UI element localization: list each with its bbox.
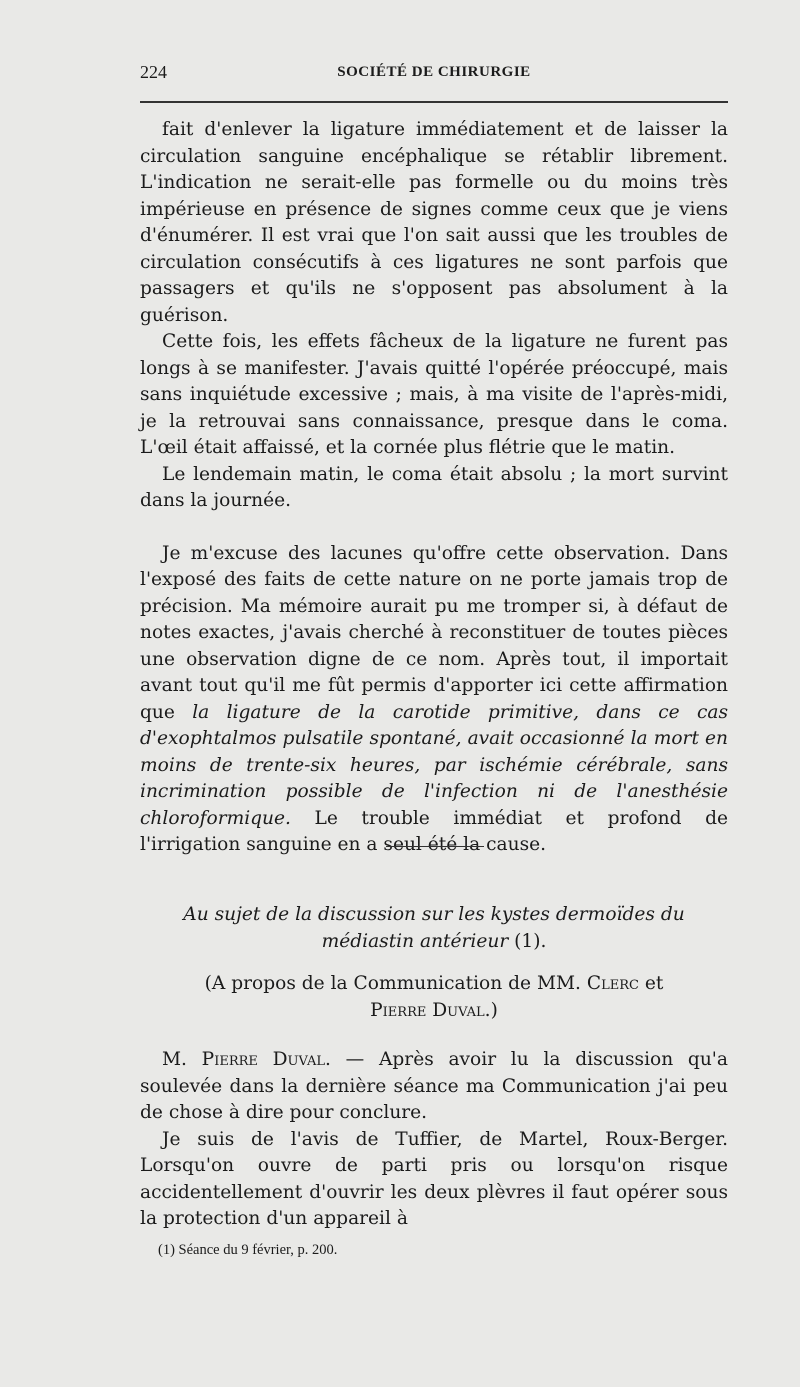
conclusion-text: Je m'excuse des lacunes qu'offre cette observation. Dans l'exposé des faits de cette nature on ne porte jamais trop de précision. Ma mémoire aurait pu me tromper si, à défaut de notes exactes, j'avais cherché à reconstituer de toutes pièces une observation digne de ce nom. Après tout, il importait avant tout qu'il me fût permis d'apporter ici cette affirmation que bbox=[140, 542, 728, 723]
subtitle-line: (A propos de la Communication de MM. Clerc et bbox=[204, 973, 664, 994]
author-name: Clerc bbox=[586, 973, 639, 994]
paragraph: Le lendemain matin, le coma était absolu ; la mort survint dans la journée. bbox=[140, 463, 728, 511]
reply-paragraph: Je suis de l'avis de Tuffier, de Martel, Roux-Berger. Lorsqu'on ouvre de parti pris ou lorsqu'on risque accidentellement d'ouvrir les deux plèvres il faut opérer sous la protection d'un appareil à bbox=[140, 1128, 728, 1229]
section-title bbox=[140, 901, 728, 955]
conclusion-text-end: Le trouble immédiat et profond de l'irrigation sanguine en a seul été la cause. bbox=[140, 807, 728, 855]
section-divider bbox=[386, 846, 484, 847]
speaker-name: M. Pierre Duval. bbox=[162, 1049, 331, 1070]
body-text bbox=[140, 117, 728, 859]
section-title-line: médiastin antérieur (1). bbox=[321, 931, 547, 952]
conclusion-italic: la ligature de la carotide primitive, dans ce cas d'exophtalmos pulsatile spontané, avait occasionné la mort en moins de trente-six heures, par ischémie cérébrale, sans incrimination possible de l'infection ni de l'anesthésie chloroformique. bbox=[140, 701, 729, 829]
section-subtitle bbox=[140, 970, 728, 1024]
footnote: (1) Séance du 9 février, p. 200. bbox=[158, 1242, 338, 1258]
running-head: SOCIÉTÉ DE CHIRURGIE bbox=[337, 64, 531, 80]
footnote-reference: (1). bbox=[508, 931, 547, 952]
page-header bbox=[140, 62, 728, 88]
reply-paragraph: M. Pierre Duval. — Après avoir lu la discussion qu'a soulevée dans la dernière séance ma Communication j'ai peu de chose à dire pour conclure. bbox=[140, 1049, 729, 1123]
paragraph: Cette fois, les effets fâcheux de la ligature ne furent pas longs à se manifester. J'avais quitté l'opérée préoccupé, mais sans inquiétude excessive ; mais, à ma visite de l'après-midi, je la retrouvai sans connaissance, presque dans le coma. L'œil était affaissé, et la cornée plus flétrie que le matin. bbox=[140, 331, 728, 458]
reply-text bbox=[140, 1047, 728, 1233]
author-name: Pierre Duval bbox=[370, 1000, 485, 1021]
subtitle-line: Pierre Duval.) bbox=[370, 1000, 498, 1021]
header-rule bbox=[140, 101, 728, 103]
page-number: 224 bbox=[140, 62, 167, 82]
section-title-line: Au sujet de la discussion sur les kystes dermoïdes du bbox=[183, 904, 685, 925]
conclusion-paragraph bbox=[140, 541, 728, 859]
paragraph: fait d'enlever la ligature immédiatement et de laisser la circulation sanguine encéphalique se rétablir librement. L'indication ne serait-elle pas formelle ou du moins très impérieuse en présence de signes comme ceux que je viens d'énumérer. Il est vrai que l'on sait aussi que les troubles de circulation consécutifs à ces ligatures ne sont parfois que passagers et qu'ils ne s'opposent pas absolument à la guérison. bbox=[140, 119, 728, 326]
